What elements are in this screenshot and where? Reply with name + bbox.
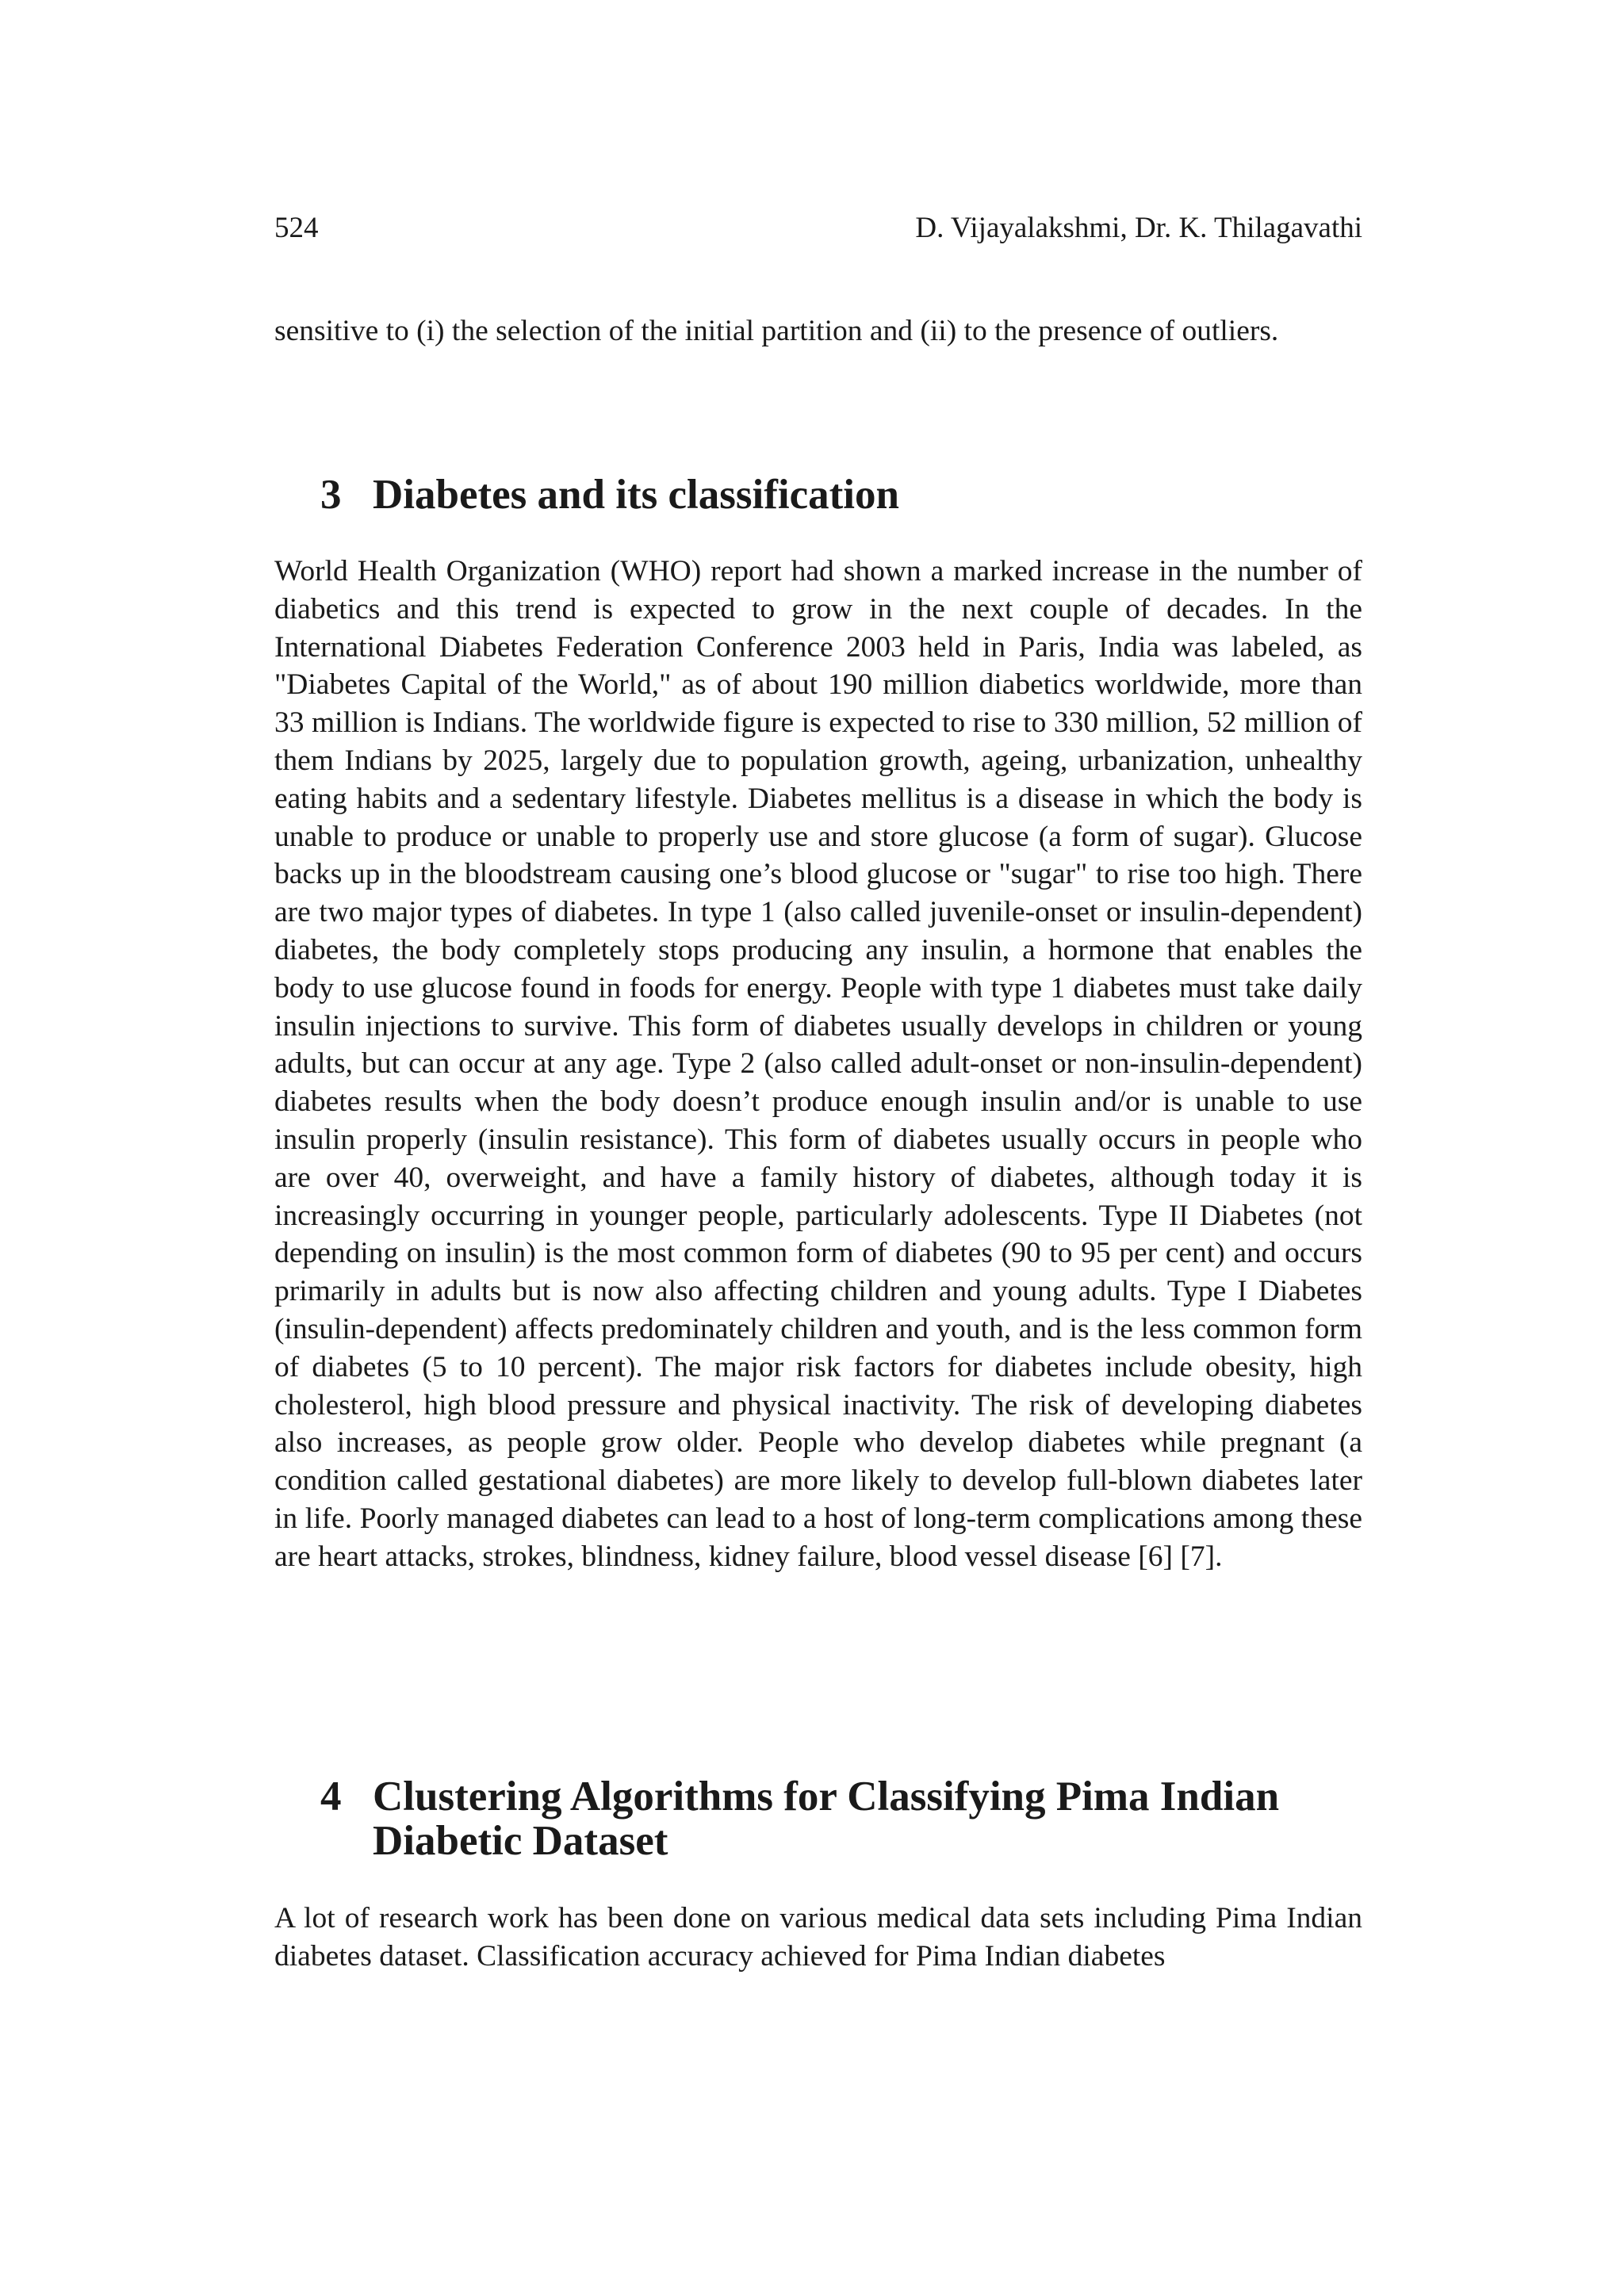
page-number: 524 [274,212,319,244]
section-4-title: Clustering Algorithms for Classifying Pima Indian Diabetic Dataset [373,1774,1280,1864]
section-3-title: Diabetes and its classification [373,472,899,518]
intro-paragraph: sensitive to (i) the selection of the initial partition and (ii) to the presence of outliers. [274,315,1279,347]
section-3-heading [274,473,1362,517]
section-4-body: A lot of research work has been done on various medical data sets including Pima Indian diabetes dataset. Classification accuracy achieved for Pima Indian diabetes [274,1902,1362,1973]
section-4-number: 4 [320,1774,342,1820]
running-head-authors: D. Vijayalakshmi, Dr. K. Thilagavathi [915,212,1362,244]
section-3-body: World Health Organization (WHO) report had shown a marked increase in the number of diabetics and this trend is expected to grow in the next couple of decades. In the International Diabetes Federation Conference 2003 held in Paris, India was labeled, as "Diabetes Capital of the World," as of about 190 million diabetics worldwide, more than 33 million is Indians. The worldwide figure is expected to rise to 330 million, 52 million of them Indians by 2025, largely due to population growth, ageing, urbanization, unhealthy eating habits and a sedentary lifestyle. Diabetes mellitus is a disease in which the body is unable to produce or unable to properly use and store glucose (a form of sugar). Glucose backs up in the bloodstream causing one’s blood glucose or "sugar" to rise too high. There are two major types of diabetes. In type 1 (also called juvenile-onset or insulin-dependent) diabetes, the body completely stops producing any insulin, a hormone that enables the body to use glucose found in foods for energy. People with type 1 diabetes must take daily insulin injections to survive. This form of diabetes usually develops in children or young adults, but can occur at any age. Type 2 (also called adult-onset or non-insulin-dependent) diabetes results when the body doesn’t produce enough insulin and/or is unable to use insulin properly (insulin resistance). This form of diabetes usually occurs in people who are over 40, overweight, and have a family history of diabetes, although today it is increasingly occurring in younger people, particularly adolescents. Type II Diabetes (not depending on insulin) is the most common form of diabetes (90 to 95 per cent) and occurs primarily in adults but is now also affecting children and young adults. Type I Diabetes (insulin-dependent) affects predominately children and youth, and is the less common form of diabetes (5 to 10 percent). The major risk factors for diabetes include obesity, high cholesterol, high blood pressure and physical inactivity. The risk of developing diabetes also increases, as people grow older. People who develop diabetes while pregnant (a condition called gestational diabetes) are more likely to develop full-blown diabetes later in life. Poorly managed diabetes can lead to a host of long-term complications among these are heart attacks, strokes, blindness, kidney failure, blood vessel disease [6] [7]. [274,555,1362,1573]
section-4-heading [274,1774,1362,1863]
section-3-number: 3 [320,472,342,518]
